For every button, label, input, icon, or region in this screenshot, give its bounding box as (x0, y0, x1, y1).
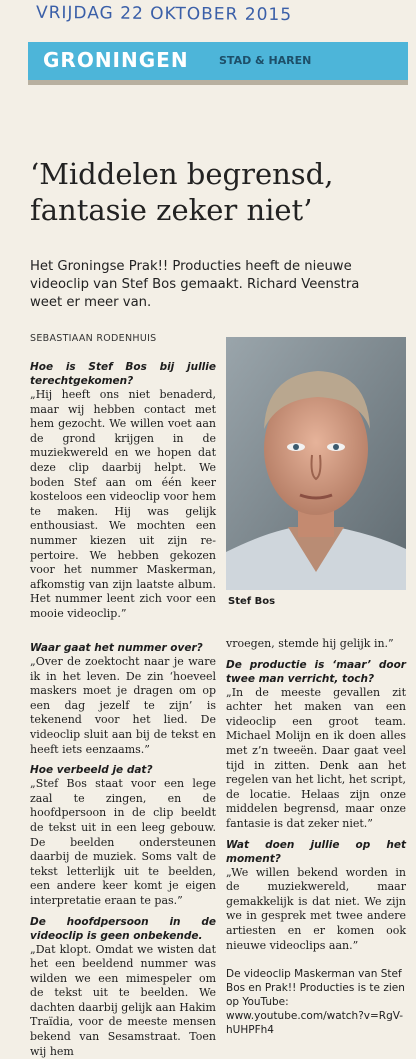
answer-4-continued: vroegen, stemde hij gelijk in.” (226, 637, 406, 652)
portrait-illustration (226, 337, 406, 590)
lede: Het Groningse Prak!! Producties heeft de nieuwe videoclip van Stef Bos gemaakt. Richard Veenstra weet er meer van. (30, 258, 390, 312)
section-banner (28, 42, 408, 85)
photo-caption: Stef Bos (228, 596, 275, 607)
headline: ‘Middelen begrensd, fantasie zeker niet’ (30, 156, 410, 228)
answer-1: „Hij heeft ons niet benaderd, maar wij hebben contact met hem gezocht. We willen voet aan de grond krijgen in de muziekwereld en we hopen dat deze clip daarbij helpt. We boden Stef aan om één keer kosteloos een videoclip voor hem te maken. Hij was gelijk enthousiast. We mochten een nummer kiezen uit zijn repertoire. We hebben gekozen voor het nummer Maskerman, afkomstig van zijn laatste album. Het nummer leent zich voor een mooie videoclip.” (30, 388, 216, 622)
byline: SEBASTIAAN RODENHUIS (30, 333, 157, 344)
section-title: GRONINGEN (43, 48, 189, 72)
question-4: De hoofdpersoon in de videoclip is geen onbekende. (30, 915, 216, 943)
question-6: Wat doen jullie op het moment? (226, 838, 406, 866)
question-2: Waar gaat het nummer over? (30, 641, 216, 655)
question-5: De productie is ‘maar’ door twee man verricht, toch? (226, 658, 406, 686)
portrait-photo (226, 337, 406, 590)
answer-3: „Stef Bos staat voor een lege zaal te zingen, en de hoofdpersoon in de clip beeldt de tekst uit in een leeg gebouw. De beelden ondersteunen daarbij de muziek. Soms valt de tekst letterlijk uit te beelden, een andere keer komt je eigen interpretatie eraan te pas.” (30, 777, 216, 908)
section-subtitle: STAD & HAREN (219, 54, 311, 67)
article-column-2 (30, 641, 216, 1059)
handwritten-date: VRIJDAG 22 OKTOBER 2015 (36, 3, 292, 25)
answer-2: „Over de zoektocht naar je ware ik in het leven. De zin ‘hoeveel maskers moet je dragen om op een dag jezelf te zijn’ is tekenend voor het lied. De videoclip sluit aan bij de tekst en heeft iets eenzaams.” (30, 655, 216, 757)
article-footer: De videoclip Maskerman van Stef Bos en Prak!! Producties is te zien op YouTube: www.youtube.com/watch?v=RgV-hUHPFh4 (226, 967, 406, 1037)
answer-4: „Dat klopt. Omdat we wisten dat het een beeldend nummer was wilden we een mimespeler om de tekst uit te beelden. We dachten daarbij gelijk aan Hakim Traïdia, voor de meeste mensen bekend van Sesamstraat. Toen wij hem (30, 943, 216, 1059)
answer-6: „We willen bekend worden in de muziekwereld, maar gemakkelijk is dat niet. We zijn we in gesprek met twee andere artiesten en er komen ook nieuwe videoclips aan.” (226, 866, 406, 954)
question-1: Hoe is Stef Bos bij jullie terechtgekomen? (30, 360, 216, 388)
article-column-1 (30, 360, 216, 622)
answer-5: „In de meeste gevallen zit achter het maken van een videoclip een groot team. Michael Molijn en ik doen alles met z’n tweeën. Daar gaat veel tijd in zitten. Denk aan het regelen van het licht, het script, de locatie. Helaas zijn onze middelen begrensd, maar onze fantasie is dat zeker niet.” (226, 686, 406, 832)
question-3: Hoe verbeeld je dat? (30, 763, 216, 777)
article-column-3 (226, 637, 406, 1037)
